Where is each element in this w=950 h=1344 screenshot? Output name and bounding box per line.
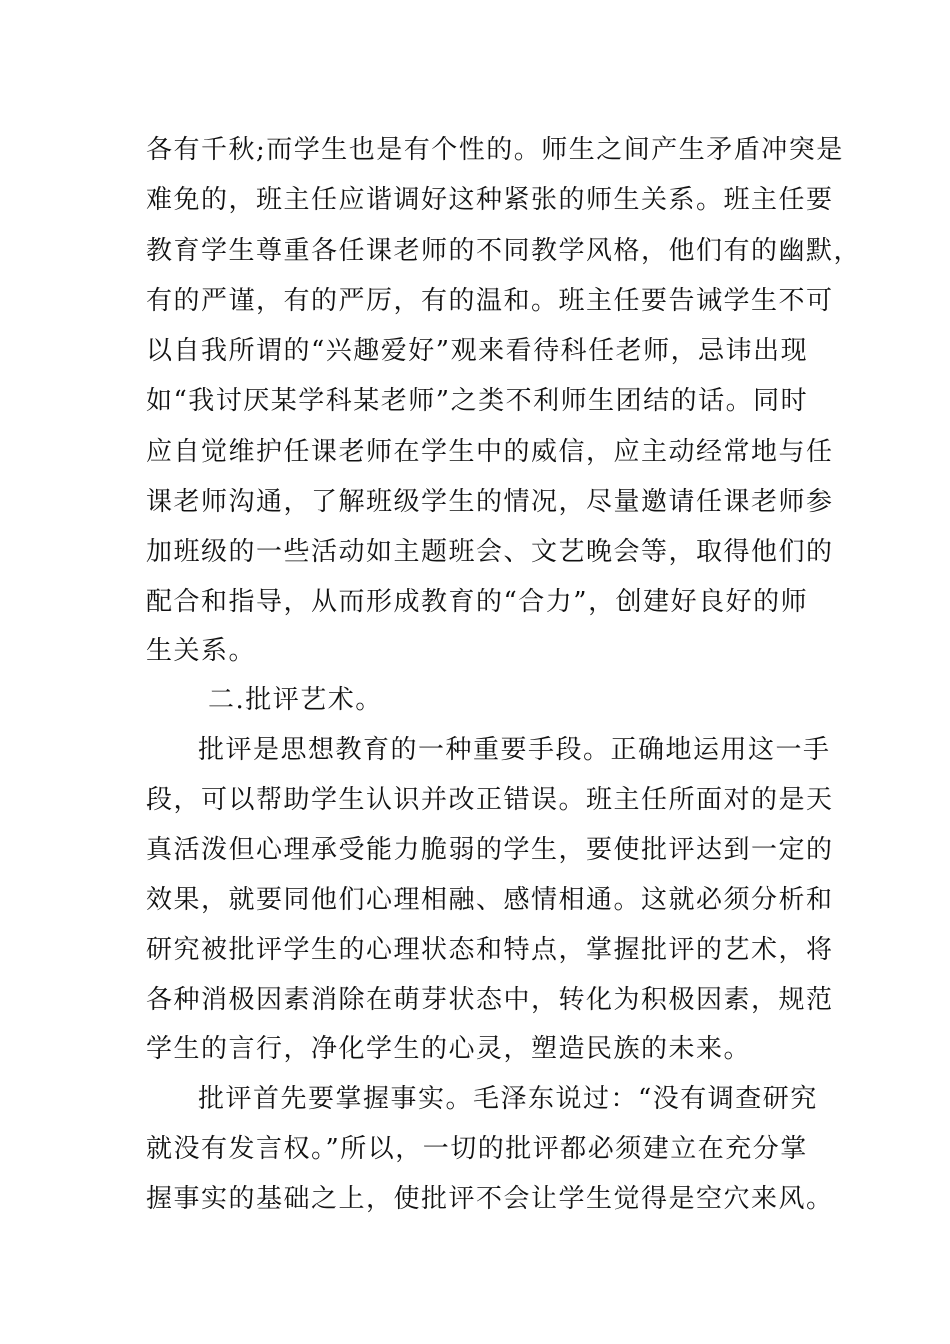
text-line: 配合和指导，从而形成教育的“合力”，创建好良好的师: [146, 587, 809, 617]
text-line: 真活泼但心理承受能力脆弱的学生，要使批评达到一定的: [146, 835, 834, 865]
text-line: 应自觉维护任课老师在学生中的威信，应主动经常地与任: [146, 437, 834, 467]
paragraph-first-line: 批评是思想教育的一种重要手段。正确地运用这一手: [198, 735, 831, 765]
text-line: 教育学生尊重各任课老师的不同教学风格，他们有的幽默，: [146, 236, 862, 266]
text-line: 效果，就要同他们心理相融、感情相通。这就必须分析和: [146, 885, 834, 915]
text-line: 如“我讨厌某学科某老师”之类不利师生团结的话。同时: [146, 386, 809, 416]
text-line: 课老师沟通，了解班级学生的情况，尽量邀请任课老师参: [146, 487, 834, 517]
text-line: 难免的，班主任应谐调好这种紧张的师生关系。班主任要: [146, 185, 834, 215]
text-line: 生关系。: [146, 636, 257, 666]
text-line: 各种消极因素消除在萌芽状态中，转化为积极因素，规范: [146, 985, 834, 1015]
text-line: 各有千秋;而学生也是有个性的。师生之间产生矛盾冲突是: [146, 135, 844, 165]
text-line: 就没有发言权。”所以，一切的批评都必须建立在充分掌: [146, 1134, 808, 1164]
section-heading: 二.批评艺术。: [208, 685, 383, 715]
text-line: 握事实的基础之上，使批评不会让学生觉得是空穴来风。: [146, 1184, 834, 1214]
text-line: 学生的言行，净化学生的心灵，塑造民族的未来。: [146, 1034, 752, 1064]
text-line: 加班级的一些活动如主题班会、文艺晚会等，取得他们的: [146, 537, 834, 567]
text-line: 段，可以帮助学生认识并改正错误。班主任所面对的是天: [146, 785, 834, 815]
text-line: 研究被批评学生的心理状态和特点，掌握批评的艺术，将: [146, 935, 834, 965]
paragraph-first-line: 批评首先要掌握事实。毛泽东说过：“没有调查研究: [198, 1084, 818, 1114]
text-line: 以自我所谓的“兴趣爱好”观来看待科任老师，忌讳出现: [146, 336, 809, 366]
text-line: 有的严谨，有的严厉，有的温和。班主任要告诫学生不可: [146, 286, 834, 316]
